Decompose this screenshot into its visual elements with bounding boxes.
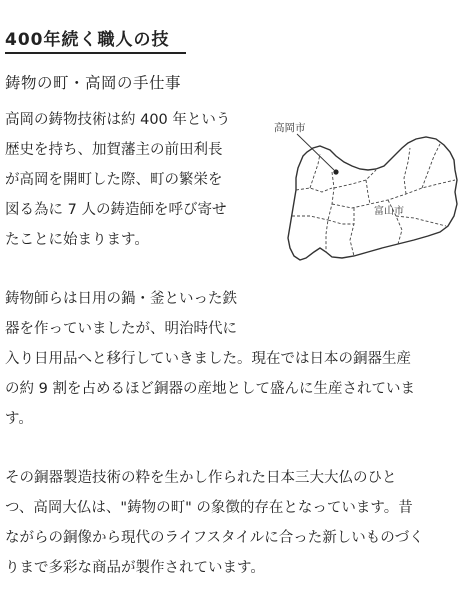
toyama-prefecture-map [270,112,465,270]
text-line: 入り日用品へと移行していきました。現在では日本の銅器生産 [5,351,411,367]
text-line: りまで多彩な商品が製作されています。 [5,560,265,576]
text-line: 歴史を持ち、加賀藩主の前田利長 [5,142,223,158]
text-line: す。 [5,411,33,427]
takaoka-label: 高岡市 [274,122,306,134]
text-line: つ、高岡大仏は、"鋳物の町" の象徴的存在となっています。昔 [5,500,413,516]
title-underline [5,52,186,54]
text-line: 図る為に 7 人の鋳造師を呼び寄せ [5,202,227,218]
text-line: ながらの銅像から現代のライフスタイルに合った新しいものづく [5,530,424,546]
prefecture-outline [288,137,457,260]
text-line: が高岡を開町した際、町の繁栄を [5,172,223,188]
section-title: 400年続く職人の技 [5,30,170,50]
text-line: の約 9 割を占めるほど銅器の産地として盛んに生産されていま [5,381,415,397]
text-line: 高岡の鋳物技術は約 400 年という [5,112,231,128]
section-subtitle: 鋳物の町・高岡の手仕事 [5,74,182,92]
text-line: 器を作っていましたが、明治時代に [5,321,237,337]
text-line: たことに始まります。 [5,232,149,248]
text-line: 鋳物師らは日用の鍋・釜といった鉄 [5,291,237,307]
text-line: その銅器製造技術の粋を生かし作られた日本三大大仏のひと [5,470,397,486]
takaoka-marker [333,169,338,174]
toyama-label: 富山市 [374,206,404,217]
